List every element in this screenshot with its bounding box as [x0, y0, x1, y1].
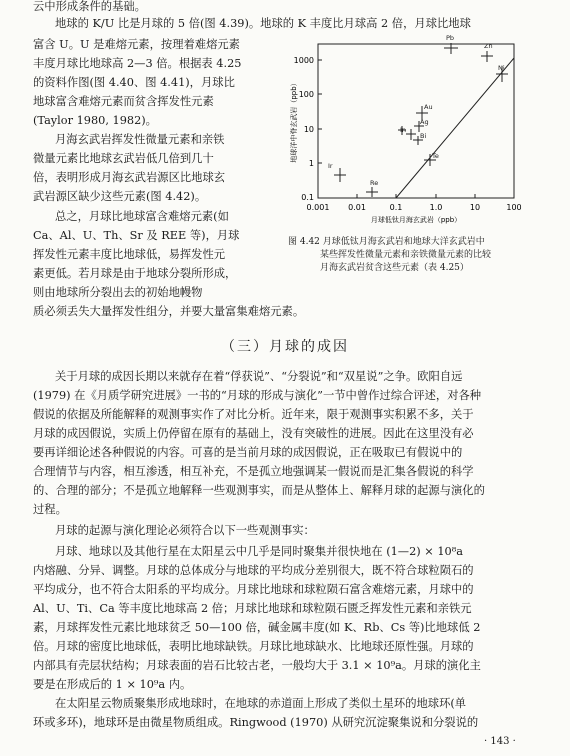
text-line: 地球的 K/U 比是月球的 5 倍(图 4.39)。地球的 K 丰度比月球高 2 倍，月球比地球 [55, 17, 471, 30]
text-line: 质必须丢失大量挥发性组分，并要大量富集难熔元素。 [33, 305, 305, 318]
text-line: 素更低。若月球是由于地球分裂所形成， [33, 267, 237, 280]
text-line: Ca、Al、U、Th、Sr 及 REE 等)，月球 [33, 229, 240, 242]
x-tick-label: 1.0 [429, 203, 443, 212]
text-line: 的资料作图(图 4.40、图 4.41)，月球比 [33, 76, 235, 89]
text-line: 关于月球的成因长期以来就存在着“俘获说”、“分裂说”和“双星说”之争。欧阳自远 [55, 370, 463, 383]
point-label: Au [424, 103, 433, 111]
text-line: 月球的起源与演化理论必须符合以下一些观测事实： [55, 524, 315, 537]
point-label: In [400, 126, 407, 134]
text-line: (Taylor 1980, 1982)。 [33, 114, 157, 127]
text-line: 要再详细论述各种假说的内容。可喜的是当前月球的成因假说，正在吸取已有假说中的 [33, 446, 463, 459]
text-line: 武岩源区缺少这些元素(图 4.42)。 [33, 190, 207, 203]
figure-4-42 [286, 8, 546, 233]
point-label: Zn [484, 42, 493, 50]
text-line: 月球、地球以及其他行星在太阳星云中几乎是同时聚集并很快地在 (1—2) × 10⁸a [55, 545, 463, 558]
text-line: 要是在形成后的 1 × 10⁹a 内。 [33, 678, 192, 691]
text-line: 微量元素比地球玄武岩低几倍到几十 [33, 152, 214, 165]
point-label: Te [432, 152, 439, 160]
y-tick-label: 100 [298, 90, 314, 99]
text-line: 的、合理的部分；不是孤立地解释一些观测事实，而是从整体上、解释月球的起源与演化的 [33, 484, 485, 497]
text-line: 过程。 [33, 503, 67, 516]
section-heading: （三）月球的成因 [221, 339, 349, 355]
text-line: 则由地球所分裂出去的初始地幔物 [33, 286, 203, 299]
point-label: Pb [446, 34, 455, 42]
point-label: Bi [420, 132, 427, 140]
y-tick-label: 0.1 [301, 193, 314, 202]
figure-caption: 图 4.42 月球低钛月海玄武岩和地球大洋玄武岩中 [288, 237, 485, 247]
text-line: 合理情节与内容，相互渗透，相互补充，不是孤立地强调某一假说而是汇集各假说的科学 [33, 465, 474, 478]
log-log-plot [286, 8, 546, 233]
text-line: 地球富含难熔元素而贫含挥发性元素 [33, 95, 214, 108]
y-axis-label: 地球洋中脊玄武岩（ppb） [290, 79, 298, 163]
x-tick-label: 100 [506, 203, 522, 212]
text-line: 月海玄武岩挥发性微量元素和亲铁 [55, 133, 225, 146]
text-line: 在太阳星云物质聚集形成地球时，在地球的赤道面上形成了类似土星环的地球环(单 [55, 697, 467, 710]
text-line: 环或多环)，地球环是由微星物质组成。Ringwood (1970) 从研究沉淀聚集说和分裂说的 [33, 716, 479, 729]
text-line: 丰度月球比地球高 2—3 倍。根据表 4.25 [33, 57, 242, 70]
point-label: Ir [328, 162, 333, 170]
x-tick-label: 0.1 [389, 203, 403, 212]
text-line: 假说的依据及所能解释的观测事实作了对比分析。近年来，限于观测事实积累不多，关于 [33, 408, 474, 421]
text-line: 富含 U。U 是难熔元素，按理着难熔元素 [33, 38, 240, 51]
text-line: 月球的成因假说，实质上仍停留在原有的基础上，没有突破性的进展。因此在这里没有必 [33, 427, 474, 440]
text-line: (1979) 在《月质学研究进展》一书的“月球的形成与演化”一节中曾作过综合评述，对各种 [33, 389, 482, 402]
text-line: 云中形成条件的基础。 [33, 0, 146, 13]
equality-line [396, 58, 514, 198]
x-tick-label: 0.001 [306, 203, 330, 212]
text-line: 挥发性元素丰度比地球低，易挥发性元 [33, 248, 226, 261]
x-tick-label: 0.01 [348, 203, 366, 212]
y-tick-label: 1000 [293, 56, 314, 65]
point-label: Ni [498, 64, 505, 72]
y-tick-label: 10 [303, 125, 314, 134]
text-line: 内部具有壳层状结构；月球表面的岩石比较古老，一般均大于 3.1 × 10⁹a。月球的演化主 [33, 659, 481, 672]
point-label: Ag [420, 118, 429, 126]
text-line: 内熔融、分异、调整。月球的总体成分与地球的平均成分差别很大，既不符合球粒陨石的 [33, 564, 474, 577]
text-line: 素，月球挥发性元素比地球贫乏 50—100 倍，碱金属丰度(如 K、Rb、Cs 等)比地球低 2 [33, 621, 481, 634]
text-line: 总之，月球比地球富含难熔元素(如 [55, 210, 229, 223]
text-line: 平均成分，也不符合太阳系的平均成分。月球比地球和球粒陨石富含难熔元素，月球中的 [33, 583, 474, 596]
x-axis-label: 月球低钛月海玄武岩（ppb） [370, 216, 462, 224]
page-number: · 143 · [484, 736, 516, 747]
x-tick-label: 10 [469, 203, 481, 212]
y-tick-label: 1 [308, 159, 314, 168]
point-label: Re [370, 179, 379, 187]
figure-caption: 某些挥发性微量元素和亲铁微量元素的比较 [320, 250, 492, 260]
text-line: 倍。月球的密度比地球低，表明比地球缺铁。月球比地球缺水、比地球还原性强。月球的 [33, 640, 474, 653]
text-line: 倍，表明形成月海玄武岩源区比地球玄 [33, 171, 226, 184]
figure-caption: 月海玄武岩贫含这些元素（表 4.25） [320, 263, 469, 273]
text-line: Al、U、Ti、Ca 等丰度比地球高 2 倍；月球比地球和球粒陨石匮乏挥发性元素和亲铁元 [33, 602, 472, 615]
